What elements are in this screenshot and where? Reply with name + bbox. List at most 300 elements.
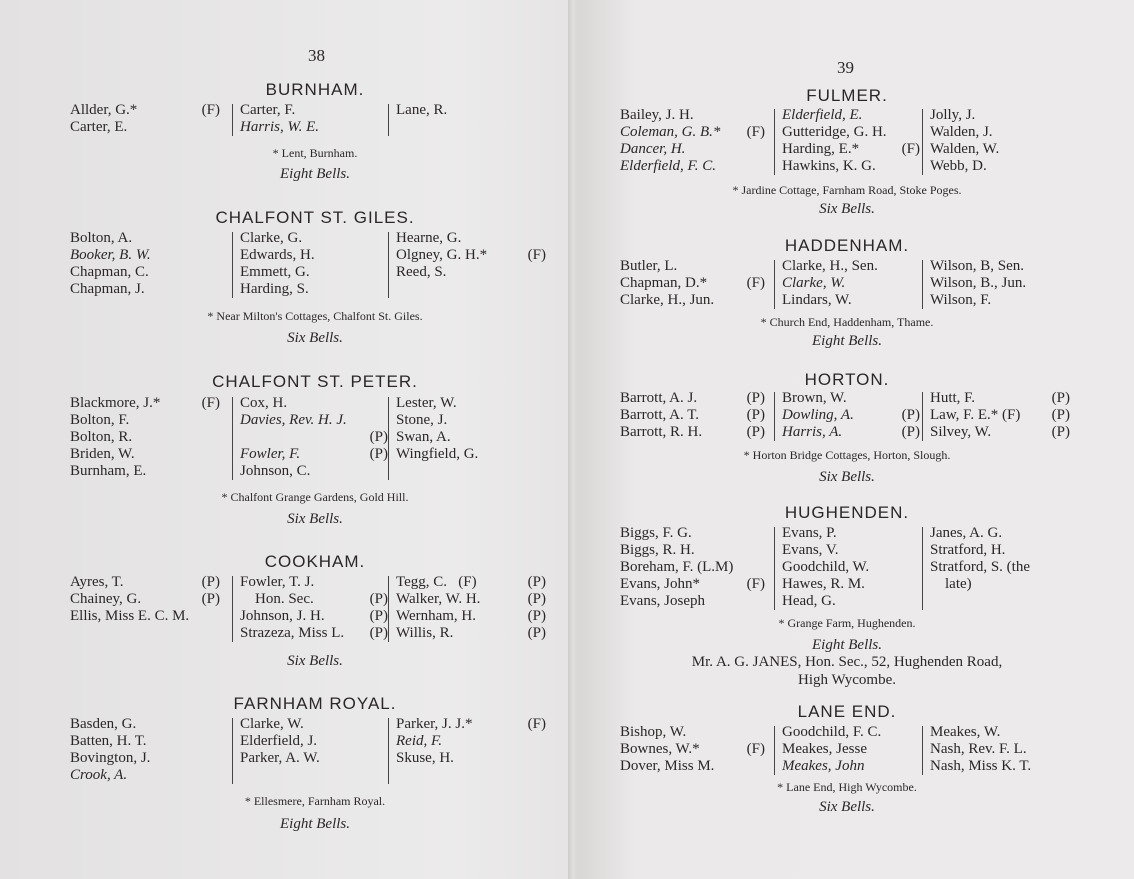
ringer-name: Skuse, H. bbox=[396, 750, 454, 766]
ringer-tag: (F) bbox=[527, 247, 546, 263]
left-page bbox=[70, 0, 560, 879]
ringer-column bbox=[930, 525, 1070, 593]
ringer-name: Law, F. E.* (F) bbox=[930, 407, 1021, 423]
ringer-tag: (F) bbox=[746, 124, 765, 140]
column-rule bbox=[922, 726, 923, 775]
ringer-entry bbox=[240, 102, 388, 119]
ringer-entry bbox=[240, 463, 388, 480]
ringer-name: Janes, A. G. bbox=[930, 525, 1003, 541]
ringer-entry bbox=[70, 119, 220, 136]
ringer-name: Clarke, W. bbox=[240, 716, 304, 732]
ringer-entry bbox=[396, 716, 546, 733]
ringer-name: Chapman, C. bbox=[70, 264, 149, 280]
tower-footnote: * Lent, Burnham. bbox=[272, 146, 358, 160]
ringer-column bbox=[620, 107, 765, 175]
ringer-tag: (P) bbox=[201, 574, 220, 590]
ringer-entry bbox=[930, 724, 1070, 741]
ringer-name: Chapman, J. bbox=[70, 281, 145, 297]
ringer-name: Briden, W. bbox=[70, 446, 135, 462]
bell-count: Eight Bells. bbox=[812, 333, 882, 349]
ringer-name: Head, G. bbox=[782, 593, 836, 609]
ringer-entry bbox=[620, 158, 765, 175]
ringer-entry bbox=[930, 258, 1070, 275]
ringer-entry bbox=[70, 608, 220, 625]
ringer-entry bbox=[930, 576, 1070, 593]
ringer-entry bbox=[70, 412, 220, 429]
ringer-name: Biggs, F. G. bbox=[620, 525, 692, 541]
ringer-name: Walden, J. bbox=[930, 124, 993, 140]
ringer-name: Emmett, G. bbox=[240, 264, 310, 280]
ringer-entry bbox=[620, 292, 765, 309]
ringer-name: Hearne, G. bbox=[396, 230, 462, 246]
ringer-column bbox=[930, 724, 1070, 775]
ringer-entry bbox=[782, 275, 920, 292]
ringer-column bbox=[240, 102, 388, 136]
ringer-name: Jolly, J. bbox=[930, 107, 976, 123]
ringer-entry bbox=[930, 141, 1070, 158]
ringer-entry bbox=[782, 424, 920, 441]
ringer-name: Booker, B. W. bbox=[70, 247, 151, 263]
section-title: CHALFONT ST. GILES. bbox=[215, 208, 415, 227]
ringer-name: Harding, E.* bbox=[782, 141, 860, 157]
ringer-entry bbox=[396, 625, 546, 642]
section-title: FARNHAM ROYAL. bbox=[233, 694, 397, 713]
section-title: COOKHAM. bbox=[264, 552, 366, 571]
tower-footnote: * Ellesmere, Farnham Royal. bbox=[244, 794, 386, 808]
ringer-entry bbox=[620, 141, 765, 158]
ringer-entry bbox=[240, 608, 388, 625]
ringer-column bbox=[396, 230, 546, 281]
tower-footnote: * Near Milton's Cottages, Chalfont St. Giles. bbox=[207, 309, 423, 323]
ringer-entry bbox=[396, 429, 546, 446]
ringer-entry bbox=[620, 576, 765, 593]
ringer-entry bbox=[620, 107, 765, 124]
bell-count: Eight Bells. bbox=[280, 816, 350, 832]
ringer-entry bbox=[70, 281, 220, 298]
ringer-name: Evans, V. bbox=[782, 542, 839, 558]
ringer-entry bbox=[70, 463, 220, 480]
ringer-name: Hawes, R. M. bbox=[782, 576, 865, 592]
ringer-name: Allder, G.* bbox=[70, 102, 138, 118]
ringer-column bbox=[396, 574, 546, 642]
ringer-name: Hawkins, K. G. bbox=[782, 158, 876, 174]
ringer-entry bbox=[930, 407, 1070, 424]
ringer-name: Dancer, H. bbox=[620, 141, 686, 157]
ringer-entry bbox=[396, 412, 546, 429]
ringer-name: Stratford, S. (the bbox=[930, 559, 1030, 575]
ringer-tag: (F) bbox=[201, 102, 220, 118]
ringer-column bbox=[782, 390, 920, 441]
ringer-entry bbox=[70, 446, 220, 463]
column-rule bbox=[922, 392, 923, 441]
ringer-name: Clarke, H., Jun. bbox=[620, 292, 715, 308]
ringer-name: Clarke, H., Sen. bbox=[782, 258, 878, 274]
ringer-name: Dover, Miss M. bbox=[620, 758, 715, 774]
ringer-column bbox=[620, 724, 765, 775]
tower-footnote: * Horton Bridge Cottages, Horton, Slough. bbox=[743, 448, 951, 462]
ringer-entry bbox=[930, 542, 1070, 559]
ringer-name: Tegg, C. (F) bbox=[396, 574, 477, 590]
ringer-entry bbox=[240, 119, 388, 136]
ringer-name: Cox, H. bbox=[240, 395, 288, 411]
book-gutter bbox=[568, 0, 574, 879]
ringer-name: Webb, D. bbox=[930, 158, 987, 174]
ringer-entry bbox=[396, 102, 546, 119]
ringer-entry bbox=[782, 107, 920, 124]
secretary-line: Mr. A. G. JANES, Hon. Sec., 52, Hughenden Road, bbox=[691, 654, 1003, 670]
ringer-name: Bolton, A. bbox=[70, 230, 133, 246]
ringer-name: Willis, R. bbox=[396, 625, 454, 641]
ringer-entry bbox=[620, 390, 765, 407]
ringer-name: Coleman, G. B.* bbox=[620, 124, 721, 140]
ringer-name: Crook, A. bbox=[70, 767, 128, 783]
ringer-entry bbox=[782, 724, 920, 741]
ringer-name: Elderfield, F. C. bbox=[620, 158, 716, 174]
ringer-entry bbox=[396, 230, 546, 247]
ringer-tag: (P) bbox=[1051, 424, 1070, 440]
ringer-name: Stratford, H. bbox=[930, 542, 1006, 558]
ringer-name: Nash, Miss K. T. bbox=[930, 758, 1032, 774]
section-title: CHALFONT ST. PETER. bbox=[212, 372, 418, 391]
ringer-tag: (P) bbox=[527, 574, 546, 590]
ringer-name: Ellis, Miss E. C. M. bbox=[70, 608, 190, 624]
ringer-entry bbox=[70, 429, 220, 446]
column-rule bbox=[774, 109, 775, 175]
ringer-column bbox=[70, 102, 220, 136]
ringer-name: Wilson, B., Jun. bbox=[930, 275, 1027, 291]
section-title: HUGHENDEN. bbox=[784, 503, 910, 522]
ringer-entry bbox=[240, 230, 388, 247]
ringer-name: Meakes, John bbox=[782, 758, 865, 774]
ringer-entry bbox=[782, 758, 920, 775]
ringer-entry bbox=[240, 733, 388, 750]
ringer-name: Wilson, B, Sen. bbox=[930, 258, 1024, 274]
ringer-entry bbox=[930, 559, 1070, 576]
ringer-entry bbox=[782, 158, 920, 175]
ringer-tag: (F) bbox=[527, 716, 546, 732]
tower-footnote: * Grange Farm, Hughenden. bbox=[778, 616, 916, 630]
ringer-name: Harris, A. bbox=[782, 424, 843, 440]
ringer-column bbox=[396, 102, 546, 119]
column-rule bbox=[922, 109, 923, 175]
ringer-name: Dowling, A. bbox=[782, 407, 854, 423]
ringer-column bbox=[70, 395, 220, 480]
ringer-entry bbox=[396, 574, 546, 591]
ringer-entry bbox=[396, 608, 546, 625]
ringer-name: late) bbox=[930, 576, 972, 592]
column-rule bbox=[774, 392, 775, 441]
ringer-name: Bailey, J. H. bbox=[620, 107, 694, 123]
ringer-name: Lindars, W. bbox=[782, 292, 852, 308]
ringer-entry bbox=[240, 591, 388, 608]
ringer-entry bbox=[396, 446, 546, 463]
ringer-entry bbox=[396, 264, 546, 281]
ringer-column bbox=[396, 395, 546, 463]
ringer-entry bbox=[620, 593, 765, 610]
ringer-column bbox=[782, 258, 920, 309]
ringer-name: Barrott, R. H. bbox=[620, 424, 703, 440]
ringer-tag: (P) bbox=[527, 608, 546, 624]
column-rule bbox=[232, 104, 233, 136]
ringer-entry bbox=[240, 247, 388, 264]
ringer-name: Hon. Sec. bbox=[240, 591, 314, 607]
ringer-name: Meakes, Jesse bbox=[782, 741, 867, 757]
ringer-tag: (P) bbox=[1051, 407, 1070, 423]
ringer-entry bbox=[620, 258, 765, 275]
ringer-name: Ayres, T. bbox=[70, 574, 124, 590]
ringer-name: Meakes, W. bbox=[930, 724, 1001, 740]
page-number: 38 bbox=[308, 46, 325, 65]
ringer-name: Olgney, G. H.* bbox=[396, 247, 488, 263]
ringer-column bbox=[782, 724, 920, 775]
column-rule bbox=[388, 104, 389, 136]
ringer-name: Lane, R. bbox=[396, 102, 448, 118]
ringer-name: Chapman, D.* bbox=[620, 275, 708, 291]
ringer-entry bbox=[620, 542, 765, 559]
ringer-entry bbox=[930, 275, 1070, 292]
ringer-name: Fowler, F. bbox=[240, 446, 301, 462]
ringer-entry bbox=[70, 574, 220, 591]
ringer-name: Wernham, H. bbox=[396, 608, 477, 624]
bell-count: Six Bells. bbox=[287, 511, 343, 527]
ringer-column bbox=[930, 390, 1070, 441]
ringer-entry bbox=[930, 292, 1070, 309]
column-rule bbox=[922, 260, 923, 309]
ringer-column bbox=[240, 716, 388, 767]
ringer-name: Walden, W. bbox=[930, 141, 1000, 157]
ringer-name: Walker, W. H. bbox=[396, 591, 481, 607]
ringer-entry bbox=[70, 264, 220, 281]
ringer-name: Goodchild, F. C. bbox=[782, 724, 882, 740]
ringer-column bbox=[240, 395, 388, 480]
ringer-entry bbox=[240, 625, 388, 642]
ringer-tag: (F) bbox=[746, 741, 765, 757]
ringer-name: Batten, H. T. bbox=[70, 733, 147, 749]
ringer-entry bbox=[70, 395, 220, 412]
ringer-column bbox=[240, 230, 388, 298]
ringer-tag: (P) bbox=[369, 429, 388, 445]
ringer-tag: (F) bbox=[746, 275, 765, 291]
ringer-column bbox=[782, 525, 920, 610]
ringer-column bbox=[70, 230, 220, 298]
ringer-name: Clarke, W. bbox=[782, 275, 846, 291]
ringer-entry bbox=[240, 395, 388, 412]
ringer-name: Basden, G. bbox=[70, 716, 137, 732]
section-title: HORTON. bbox=[804, 370, 890, 389]
section-title: FULMER. bbox=[806, 86, 888, 105]
ringer-name: Evans, John* bbox=[620, 576, 700, 592]
ringer-name: Butler, L. bbox=[620, 258, 678, 274]
ringer-name: Goodchild, W. bbox=[782, 559, 870, 575]
ringer-entry bbox=[930, 424, 1070, 441]
ringer-name: Barrott, A. J. bbox=[620, 390, 698, 406]
column-rule bbox=[232, 397, 233, 480]
section-title: LANE END. bbox=[797, 702, 897, 721]
ringer-entry bbox=[782, 124, 920, 141]
column-rule bbox=[774, 527, 775, 610]
ringer-name: Fowler, T. J. bbox=[240, 574, 315, 590]
bell-count: Six Bells. bbox=[819, 799, 875, 815]
column-rule bbox=[388, 718, 389, 784]
ringer-name: Harris, W. E. bbox=[240, 119, 320, 135]
ringer-entry bbox=[782, 407, 920, 424]
ringer-entry bbox=[782, 559, 920, 576]
ringer-column bbox=[70, 574, 220, 625]
ringer-entry bbox=[70, 247, 220, 264]
ringer-entry bbox=[782, 258, 920, 275]
ringer-entry bbox=[620, 559, 765, 576]
ringer-name: Swan, A. bbox=[396, 429, 451, 445]
ringer-name: Brown, W. bbox=[782, 390, 847, 406]
ringer-entry bbox=[620, 407, 765, 424]
column-rule bbox=[232, 232, 233, 298]
bell-count: Eight Bells. bbox=[280, 166, 350, 182]
column-rule bbox=[232, 576, 233, 642]
ringer-entry bbox=[396, 750, 546, 767]
ringer-name: Nash, Rev. F. L. bbox=[930, 741, 1027, 757]
ringer-name: Edwards, H. bbox=[240, 247, 315, 263]
ringer-entry bbox=[240, 716, 388, 733]
ringer-name: Reed, S. bbox=[396, 264, 447, 280]
ringer-name: Johnson, J. H. bbox=[240, 608, 325, 624]
ringer-entry bbox=[70, 102, 220, 119]
ringer-entry bbox=[620, 741, 765, 758]
tower-footnote: * Jardine Cottage, Farnham Road, Stoke Poges. bbox=[732, 183, 962, 197]
ringer-name: Clarke, G. bbox=[240, 230, 303, 246]
ringer-tag: (P) bbox=[369, 625, 388, 641]
ringer-entry bbox=[396, 591, 546, 608]
ringer-entry bbox=[240, 750, 388, 767]
ringer-entry bbox=[240, 574, 388, 591]
ringer-entry bbox=[930, 107, 1070, 124]
ringer-entry bbox=[782, 141, 920, 158]
bell-count: Six Bells. bbox=[819, 469, 875, 485]
ringer-name: Elderfield, E. bbox=[782, 107, 863, 123]
ringer-entry bbox=[620, 275, 765, 292]
ringer-name: Harding, S. bbox=[240, 281, 309, 297]
ringer-entry bbox=[70, 750, 220, 767]
ringer-entry bbox=[620, 124, 765, 141]
ringer-tag: (P) bbox=[746, 407, 765, 423]
ringer-entry bbox=[620, 525, 765, 542]
ringer-name: Bolton, F. bbox=[70, 412, 130, 428]
ringer-entry bbox=[70, 733, 220, 750]
ringer-entry bbox=[70, 716, 220, 733]
ringer-entry bbox=[782, 576, 920, 593]
ringer-name: Johnson, C. bbox=[240, 463, 311, 479]
ringer-name: Bovington, J. bbox=[70, 750, 151, 766]
ringer-tag: (P) bbox=[901, 424, 920, 440]
ringer-entry bbox=[782, 741, 920, 758]
ringer-entry bbox=[782, 292, 920, 309]
tower-footnote: * Church End, Haddenham, Thame. bbox=[760, 315, 934, 329]
ringer-entry bbox=[396, 395, 546, 412]
ringer-name: Evans, P. bbox=[782, 525, 837, 541]
ringer-name: Bishop, W. bbox=[620, 724, 687, 740]
ringer-tag: (P) bbox=[527, 591, 546, 607]
ringer-name: Carter, F. bbox=[240, 102, 296, 118]
ringer-column bbox=[782, 107, 920, 175]
ringer-entry bbox=[70, 230, 220, 247]
ringer-tag: (P) bbox=[746, 424, 765, 440]
ringer-name: Biggs, R. H. bbox=[620, 542, 695, 558]
ringer-entry bbox=[930, 741, 1070, 758]
secretary-line: High Wycombe. bbox=[798, 672, 896, 688]
ringer-name: Burnham, E. bbox=[70, 463, 147, 479]
ringer-entry bbox=[782, 390, 920, 407]
tower-footnote: * Lane End, High Wycombe. bbox=[777, 780, 917, 794]
tower-footnote: * Chalfont Grange Gardens, Gold Hill. bbox=[221, 490, 409, 504]
ringer-entry bbox=[240, 264, 388, 281]
ringer-entry bbox=[930, 390, 1070, 407]
ringer-column bbox=[620, 525, 765, 610]
ringer-name: Wilson, F. bbox=[930, 292, 992, 308]
ringer-column bbox=[930, 258, 1070, 309]
ringer-entry bbox=[240, 446, 388, 463]
ringer-name: Lester, W. bbox=[396, 395, 457, 411]
ringer-entry bbox=[396, 733, 546, 750]
column-rule bbox=[388, 232, 389, 298]
ringer-name: Wingfield, G. bbox=[396, 446, 479, 462]
ringer-tag: (P) bbox=[901, 407, 920, 423]
ringer-tag: (P) bbox=[527, 625, 546, 641]
ringer-tag: (P) bbox=[369, 608, 388, 624]
ringer-entry bbox=[782, 542, 920, 559]
section-title: BURNHAM. bbox=[265, 80, 365, 99]
ringer-name: Silvey, W. bbox=[930, 424, 992, 440]
ringer-name: Chainey, G. bbox=[70, 591, 142, 607]
ringer-name: Bownes, W.* bbox=[620, 741, 700, 757]
page-number: 39 bbox=[837, 58, 854, 77]
ringer-column bbox=[396, 716, 546, 767]
ringer-entry bbox=[396, 247, 546, 264]
ringer-entry bbox=[620, 724, 765, 741]
section-title: HADDENHAM. bbox=[784, 236, 910, 255]
bell-count: Six Bells. bbox=[819, 201, 875, 217]
ringer-entry bbox=[240, 412, 388, 429]
ringer-entry bbox=[782, 593, 920, 610]
ringer-name: Stone, J. bbox=[396, 412, 448, 428]
ringer-entry bbox=[620, 758, 765, 775]
ringer-name: Elderfield, J. bbox=[240, 733, 318, 749]
ringer-tag: (P) bbox=[369, 446, 388, 462]
ringer-name: Reid, F. bbox=[396, 733, 442, 749]
ringer-entry bbox=[70, 591, 220, 608]
ringer-name: Blackmore, J.* bbox=[70, 395, 161, 411]
ringer-tag: (F) bbox=[201, 395, 220, 411]
ringer-name: Strazeza, Miss L. bbox=[240, 625, 345, 641]
ringer-name: Hutt, F. bbox=[930, 390, 976, 406]
ringer-name: Evans, Joseph bbox=[620, 593, 705, 609]
ringer-tag: (P) bbox=[746, 390, 765, 406]
ringer-entry bbox=[930, 158, 1070, 175]
column-rule bbox=[232, 718, 233, 784]
ringer-name: Parker, A. W. bbox=[240, 750, 320, 766]
ringer-tag: (P) bbox=[1051, 390, 1070, 406]
ringer-name: Carter, E. bbox=[70, 119, 128, 135]
column-rule bbox=[388, 397, 389, 480]
ringer-tag: (P) bbox=[369, 591, 388, 607]
column-rule bbox=[922, 527, 923, 610]
column-rule bbox=[388, 576, 389, 642]
ringer-entry bbox=[70, 767, 220, 784]
ringer-column bbox=[70, 716, 220, 784]
ringer-entry bbox=[930, 124, 1070, 141]
ringer-name: Bolton, R. bbox=[70, 429, 133, 445]
bell-count: Eight Bells. bbox=[812, 637, 882, 653]
ringer-column bbox=[930, 107, 1070, 175]
ringer-entry bbox=[930, 758, 1070, 775]
